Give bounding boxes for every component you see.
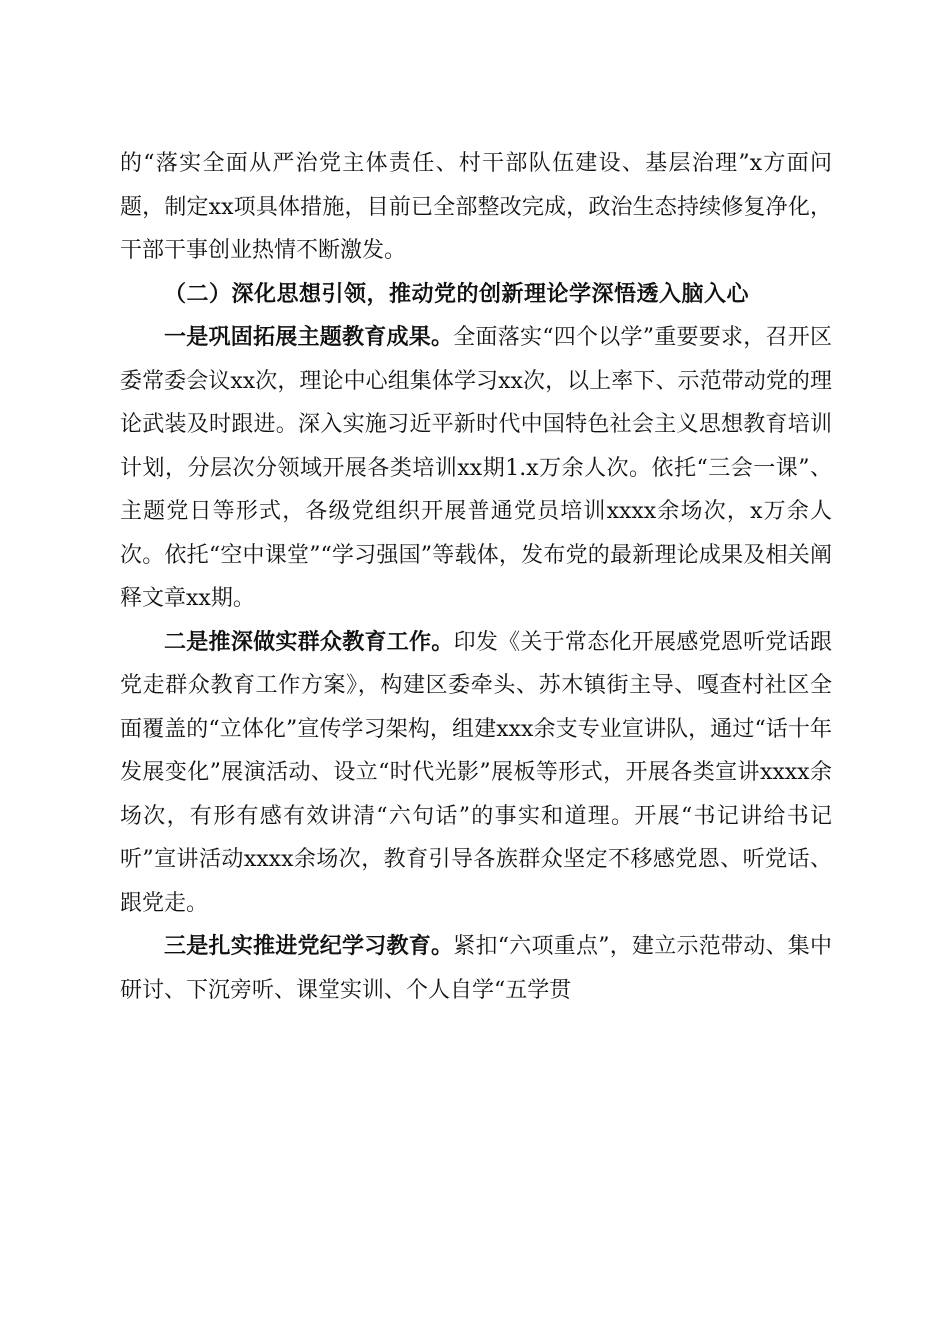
paragraph-text: 紧扣“六项重点”，建立示范带动、集中研讨、下沉旁听、课堂实训、个人自学“五学贯: [120, 934, 832, 1003]
paragraph-consolidate-theme-education: [120, 316, 832, 621]
paragraph-text: 的“落实全面从严治党主体责任、村干部队伍建设、基层治理”x方面问题，制定xx项具体措施，目前已全部整改完成，政治生态持续修复净化，干部干事创业热情不断激发。: [120, 151, 832, 263]
paragraph-text: 全面落实“四个以学”重要要求，召开区委常委会议xx次，理论中心组集体学习xx次，以上率下、示范带动党的理论武装及时跟进。深入实施习近平新时代中国特色社会主义思想教育培训计划，分层次分领域开展各类培训xx期1.x万余人次。依托“三会一课”、主题党日等形式，各级党组织开展普通党员培训xxxx余场次，x万余人次。依托“空中课堂”“学习强国”等载体，发布党的最新理论成果及相关阐释文章xx期。: [120, 325, 832, 611]
paragraph-lead: 三是扎实推进党纪学习教育。: [164, 934, 454, 959]
paragraph-lead: 二是推深做实群众教育工作。: [164, 629, 454, 655]
paragraph-continuation: [120, 142, 832, 273]
paragraph-lead: 一是巩固拓展主题教育成果。: [164, 325, 454, 350]
document-body: [120, 142, 832, 1012]
paragraph-text: 印发《关于常态化开展感党恩听党话跟党走群众教育工作方案》，构建区委牵头、苏木镇街主导、嘎查村社区全面覆盖的“立体化”宣传学习架构，组建xxx余支专业宣讲队，通过“话十年发展变化”展演活动、设立“时代光影”展板等形式，开展各类宣讲xxxx余场次，有形有感有效讲清“六句话”的事实和道理。开展“书记讲给书记听”宣讲活动xxxx余场次，教育引导各族群众坚定不移感党恩、听党话、跟党走。: [120, 629, 832, 916]
paragraph-mass-education: [120, 621, 832, 926]
paragraph-discipline-education: [120, 925, 832, 1012]
section-heading: （二）深化思想引领，推动党的创新理论学深悟透入脑入心: [164, 281, 750, 307]
